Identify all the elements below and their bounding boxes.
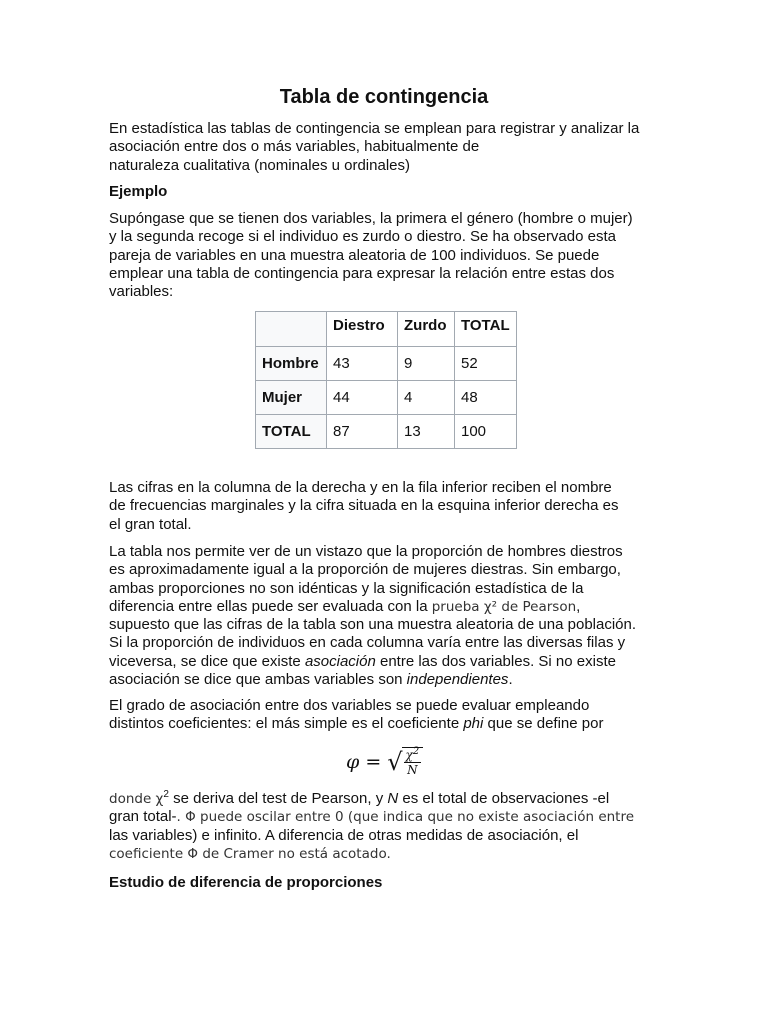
table-cell: 48 bbox=[455, 381, 517, 415]
formula-fraction bbox=[402, 747, 424, 777]
table-header-cell: Zurdo bbox=[398, 312, 455, 347]
table-row-header: Hombre bbox=[256, 347, 327, 381]
intro-paragraph bbox=[109, 120, 669, 175]
table-cell: 9 bbox=[398, 347, 455, 381]
estudio-heading bbox=[109, 874, 669, 892]
square-root-icon: √ bbox=[387, 748, 403, 776]
table-cell: 87 bbox=[327, 415, 398, 449]
proporcion-line: supuesto que las cifras de la tabla son una muestra aleatoria de una población. bbox=[109, 616, 637, 634]
ejemplo-line: variables: bbox=[109, 283, 174, 301]
ejemplo-line: y la segunda recoge si el individuo es zurdo o diestro. Se ha observado esta bbox=[109, 228, 616, 246]
ejemplo-line: Supóngase que se tienen dos variables, la primera el género (hombre o mujer) bbox=[109, 210, 633, 227]
ejemplo-heading bbox=[109, 183, 669, 201]
table-row bbox=[256, 347, 517, 381]
intro-line: En estadística las tablas de contingencia se emplean para registrar y analizar la bbox=[109, 120, 640, 137]
table-cell: 13 bbox=[398, 415, 455, 449]
equals-sign: = bbox=[365, 751, 382, 773]
marginales-line: Las cifras en la columna de la derecha y en la fila inferior reciben el nombre bbox=[109, 479, 612, 496]
table-row bbox=[256, 415, 517, 449]
ejemplo-heading-text: Ejemplo bbox=[109, 183, 168, 200]
table-corner-cell bbox=[256, 312, 327, 347]
proporcion-line: es aproximadamente igual a la proporción de mujeres diestras. Sin embargo, bbox=[109, 561, 621, 579]
formula-numerator: $\chi^2$ bbox=[405, 746, 420, 762]
formula-denominator: N bbox=[407, 763, 418, 777]
page-title: Tabla de contingencia bbox=[279, 86, 489, 108]
phi-symbol: φ bbox=[346, 751, 360, 773]
table-cell: 100 bbox=[455, 415, 517, 449]
contingency-table bbox=[255, 311, 517, 449]
intro-line: naturaleza cualitativa (nominales u ordinales) bbox=[109, 156, 410, 174]
ejemplo-paragraph bbox=[109, 210, 669, 301]
marginales-line: de frecuencias marginales y la cifra situada en la esquina inferior derecha es bbox=[109, 497, 619, 515]
table-cell: 52 bbox=[455, 347, 517, 381]
table-cell: 44 bbox=[327, 381, 398, 415]
asociacion-term: asociación bbox=[304, 652, 376, 670]
proporcion-paragraph: La tabla nos permite ver de un vistazo que la proporción de hombres diestros es aproximadamente igual a la proporción de mujeres diestras. Sin embargo, ambas proporciones no son idénticas y la significación estadística de la diferencia entre ellas puede ser evaluada con la prueba χ² de Pearson, supuesto que las cifras de la tabla son una muestra aleatoria de una población. Si la proporción de individuos en cada columna varía entre las diversas filas y viceversa, se dice que existe asociación entre las dos variables. Si no existe asociación se dice que ambas variables son independientes. bbox=[109, 543, 637, 689]
table-row bbox=[256, 381, 517, 415]
table-cell: 43 bbox=[327, 347, 398, 381]
marginales-paragraph bbox=[109, 479, 669, 534]
grado-line: El grado de asociación entre dos variables se puede evaluar empleando bbox=[109, 697, 590, 714]
table-header-cell: TOTAL bbox=[455, 312, 517, 347]
grado-paragraph: El grado de asociación entre dos variables se puede evaluar empleando distintos coeficientes: el más simple es el coeficiente phi que se define por bbox=[109, 697, 604, 733]
estudio-heading-text: Estudio de diferencia de proporciones bbox=[109, 874, 383, 891]
proporcion-line: ambas proporciones no son idénticas y la significación estadística de la bbox=[109, 579, 584, 597]
proporcion-line: diferencia entre ellas puede ser evaluada con la bbox=[109, 597, 432, 615]
proporcion-line: Si la proporción de individuos en cada columna varía entre las diversas filas y bbox=[109, 634, 626, 652]
ejemplo-line: emplear una tabla de contingencia para expresar la relación entre estas dos bbox=[109, 264, 615, 282]
ejemplo-line: pareja de variables en una muestra aleatoria de 100 individuos. Se puede bbox=[109, 246, 600, 264]
phi-formula bbox=[346, 742, 423, 782]
pearson-test-link[interactable]: prueba χ² de Pearson bbox=[431, 598, 577, 615]
phi-term: phi bbox=[463, 715, 484, 733]
table-cell: 4 bbox=[398, 381, 455, 415]
cramer-link[interactable]: coeficiente Φ de Cramer no está acotado. bbox=[109, 845, 391, 862]
marginales-line: el gran total. bbox=[109, 515, 192, 533]
table-header-row bbox=[256, 312, 517, 347]
table-row-header: TOTAL bbox=[256, 415, 327, 449]
independientes-term: independientes bbox=[406, 671, 509, 689]
intro-line: asociación entre dos o más variables, habitualmente de bbox=[109, 138, 480, 156]
table-row-header: Mujer bbox=[256, 381, 327, 415]
donde-paragraph: donde $\chi^2$ se deriva del test de Pearson, y N es el total de observaciones -el gran total-. Φ puede oscilar entre 0 (que indica que no existe asociación entre las variables) e infinito. A diferencia de otras medidas de asociación, el coeficiente Φ de Cramer no está acotado. bbox=[109, 789, 635, 862]
table-header-cell: Diestro bbox=[327, 312, 398, 347]
proporcion-line: La tabla nos permite ver de un vistazo que la proporción de hombres diestros bbox=[109, 543, 623, 560]
